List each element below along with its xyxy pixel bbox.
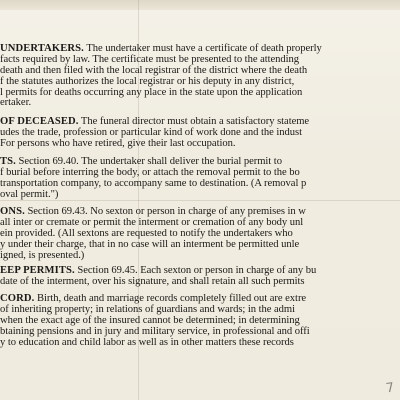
text-line (0, 251, 400, 262)
section-text: f the statutes authorizes the local registrar or his deputy in any district, (0, 75, 295, 87)
section-text: ertaker. (0, 97, 32, 109)
text-line (0, 338, 400, 349)
paper-top-edge (0, 0, 400, 10)
section-heading: EEP PERMITS. (0, 265, 75, 276)
text-line (0, 139, 400, 150)
section-text: facts required by law. The certificate must be presented to the attending (0, 53, 300, 65)
section-text: The funeral director must obtain a satisfactory stateme (78, 116, 310, 127)
text-line (0, 88, 400, 99)
section-text: ein provided. (All sextons are requested to notify the undertakers who (0, 227, 293, 239)
section-text: l permits for deaths occurring any place in the state upon the application (0, 86, 303, 98)
section-heading: TS. (0, 156, 16, 167)
section-text: For persons who have retired, give their last occupation. (0, 137, 236, 149)
section-heading: ONS. (0, 206, 25, 217)
section-text: y under their charge, that in no case will an interment be permitted unle (0, 238, 300, 250)
section-undertakers (0, 44, 400, 109)
section-text: Birth, death and marriage records completely filled out are extre (34, 293, 307, 304)
section-keep-permits (0, 266, 400, 288)
section-text: The undertaker must have a certificate of death properly (83, 43, 322, 54)
section-permits (0, 157, 400, 201)
text-line (0, 190, 400, 201)
section-text: transportation company, to accompany same to destination. (A removal p (0, 177, 307, 189)
pencil-margin-note: 7 (384, 380, 396, 397)
section-record (0, 294, 400, 348)
text-line (0, 98, 400, 109)
section-text: date of the interment, over his signature, and shall retain all such permits (0, 275, 305, 287)
section-sextons (0, 207, 400, 261)
section-heading: UNDERTAKERS. (0, 43, 84, 54)
section-text: Section 69.40. The undertaker shall deliver the burial permit to (15, 156, 282, 167)
text-line (0, 179, 400, 190)
text-line (0, 277, 400, 288)
section-text: death and then filed with the local registrar of the district where the death (0, 64, 308, 76)
section-text: oval permit.") (0, 188, 59, 200)
section-text: when the exact age of the insured cannot be determined; in determining (0, 314, 300, 326)
section-text: f burial before interring the body, or attach the removal permit to the bo (0, 166, 300, 178)
section-text: Section 69.45. Each sexton or person in charge of any bu (74, 265, 317, 276)
section-text: igned, is presented.) (0, 249, 85, 261)
section-text: udes the trade, profession or particular kind of work done and the indust (0, 126, 303, 138)
section-text: all inter or cremate or permit the interment or cremation of any body unl (0, 216, 304, 228)
section-text: y to education and child labor as well as in other matters these records (0, 336, 294, 348)
section-text: btaining pensions and in jury and military service, in professional and offi (0, 325, 310, 337)
section-heading: OF DECEASED. (0, 116, 79, 127)
section-text: of inheriting property; in relations of guardians and wards; in the admi (0, 303, 296, 315)
section-heading: CORD. (0, 293, 35, 304)
section-deceased (0, 117, 400, 150)
section-text: Section 69.43. No sexton or person in charge of any premises in w (24, 206, 306, 217)
